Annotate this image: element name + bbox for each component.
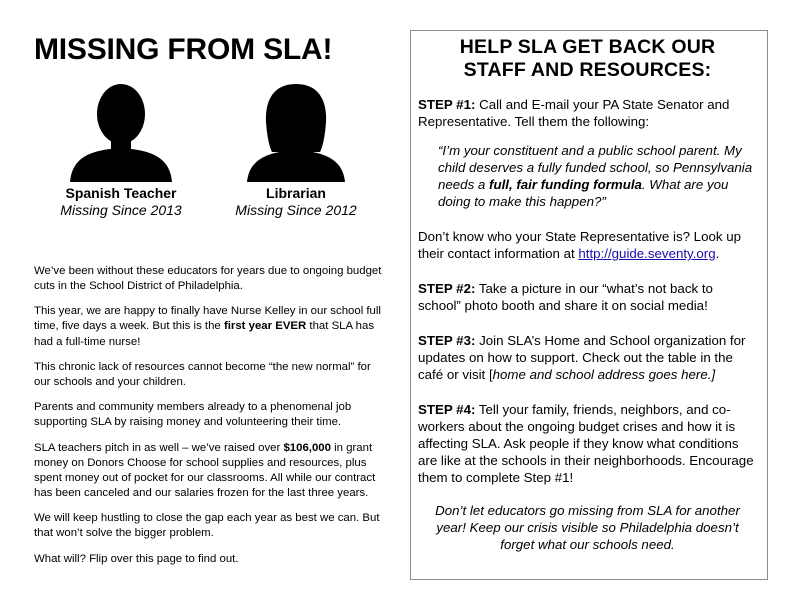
left-column xyxy=(34,30,386,577)
paragraph-budget-cuts: We’ve been without these educators for years due to ongoing budget cuts in the School District of Philadelphia. xyxy=(34,265,382,293)
step-3: STEP #3: Join SLA’s Home and School organization for updates on how to support. Check out the table in the café or visit [home and school address goes here.] xyxy=(418,333,746,382)
female-silhouette-icon xyxy=(241,78,351,182)
page-title: MISSING FROM SLA! xyxy=(34,33,333,66)
figure-name: Librarian xyxy=(266,185,326,201)
figure-name: Spanish Teacher xyxy=(65,185,177,201)
closing-message: Don’t let educators go missing from SLA for another year! Keep our crisis visible so Philadelphia doesn’t forget what our schools need. xyxy=(435,503,740,552)
lookup-representative: Don’t know who your State Representative is? Look up their contact information at http://guide.seventy.org. xyxy=(418,229,742,261)
paragraph-new-normal: This chronic lack of resources cannot become “the new normal” for our schools and your children. xyxy=(34,360,371,388)
paragraph-teachers: SLA teachers pitch in as well – we’ve raised over $106,000 in grant money on Donors Choose for school supplies and resources, plus spent money out of pocket for our classrooms. All while our contract has been canceled and our salaries frozen for the last three years. xyxy=(34,441,376,499)
paragraph-nurse: This year, we are happy to finally have Nurse Kelley in our school full time, five days a week. But this is the first year EVER that SLA has had a full-time nurse! xyxy=(34,305,381,348)
quote-script: “I’m your constituent and a public school parent. My child deserves a fully funded school, so Pennsylvania needs a full, fair funding formula. What are you doing to make this happen?” xyxy=(438,143,753,209)
figure-missing-since: Missing Since 2012 xyxy=(235,202,357,218)
step-1: STEP #1: Call and E-mail your PA State Senator and Representative. Tell them the following: xyxy=(418,97,730,129)
paragraph-hustling: We will keep hustling to close the gap each year as best we can. But that won’t solve the bigger problem. xyxy=(34,512,380,540)
right-panel xyxy=(410,30,768,580)
male-silhouette-icon xyxy=(66,78,176,182)
seventy-link[interactable]: http://guide.seventy.org xyxy=(578,246,716,261)
step-2: STEP #2: Take a picture in our “what’s not back to school” photo booth and share it on social media! xyxy=(418,281,713,313)
missing-figures xyxy=(34,78,386,238)
paragraph-flip-over: What will? Flip over this page to find out. xyxy=(34,552,239,565)
figure-spanish-teacher xyxy=(46,78,196,218)
panel-title: HELP SLA GET BACK OUR STAFF AND RESOURCES: xyxy=(459,36,716,81)
figure-librarian xyxy=(221,78,371,218)
step-4: STEP #4: Tell your family, friends, neighbors, and co-workers about the ongoing budget crises and how it is affecting SLA. Ask people if they know what conditions are like at the schools in their neighborhoods. Encourage them to complete Step #1! xyxy=(418,402,754,485)
paragraph-community: Parents and community members already to a phenomenal job supporting SLA by raising money and volunteering their time. xyxy=(34,401,352,429)
figure-missing-since: Missing Since 2013 xyxy=(60,202,182,218)
